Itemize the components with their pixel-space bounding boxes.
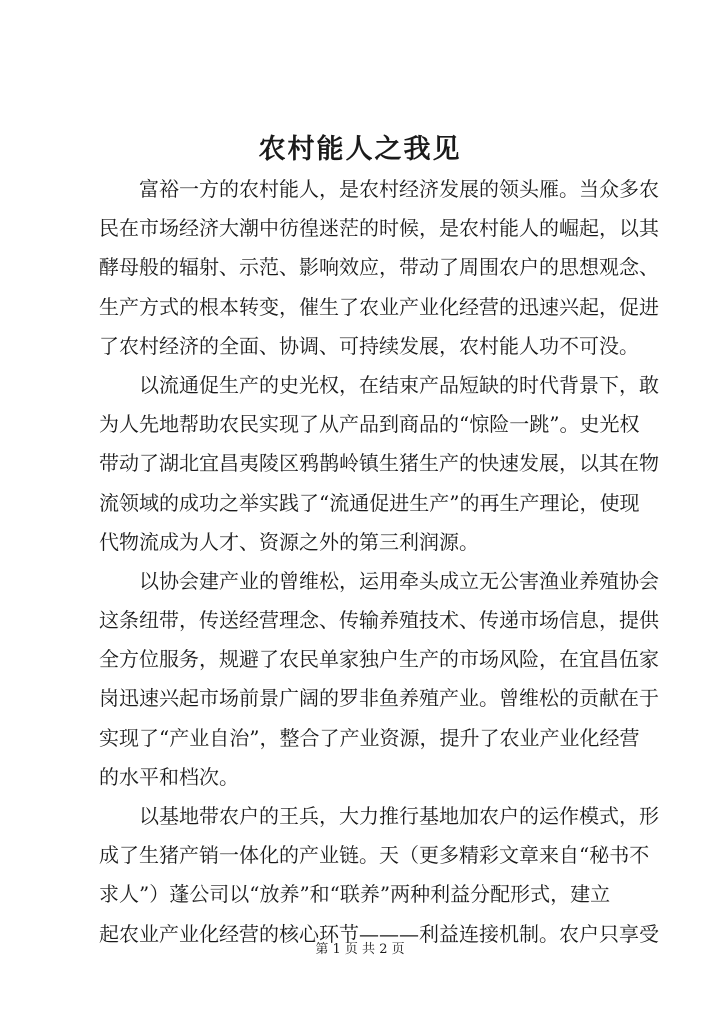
paragraph-4-line-3: 求人”）蓬公司以“放养”和“联养”两种利益分配形式，建立 bbox=[99, 882, 611, 907]
paragraph-3-line-4: 岗迅速兴起市场前景广阔的罗非鱼养殖产业。曾维松的贡献在于 bbox=[99, 686, 659, 711]
paragraph-1-line-2: 民在市场经济大潮中彷徨迷茫的时候，是农村能人的崛起，以其 bbox=[99, 216, 659, 241]
paragraph-3-line-3: 全方位服务，规避了农民单家独户生产的市场风险，在宜昌伍家 bbox=[99, 647, 659, 672]
paragraph-1-line-5: 了农村经济的全面、协调、可持续发展，农村能人功不可没。 bbox=[99, 333, 639, 358]
paragraph-2-line-5: 代物流成为人才、资源之外的第三利润源。 bbox=[99, 529, 479, 554]
paragraph-3-line-2: 这条纽带，传送经营理念、传输养殖技术、传递市场信息，提供 bbox=[99, 608, 659, 633]
document-body bbox=[99, 170, 659, 954]
paragraph-3-line-5: 实现了“产业自治”，整合了产业资源，提升了农业产业化经营 bbox=[99, 725, 640, 750]
paragraph-4-line-2: 成了生猪产销一体化的产业链。天（更多精彩文章来自“秘书不 bbox=[99, 843, 650, 868]
paragraph-4-line-1: 以基地带农户的王兵，大力推行基地加农户的运作模式，形 bbox=[139, 804, 659, 828]
page-footer: 第 1 页 共 2 页 bbox=[315, 942, 405, 957]
paragraph-3-line-1: 以协会建产业的曾维松，运用牵头成立无公害渔业养殖协会 bbox=[139, 568, 659, 593]
document-title: 农村能人之我见 bbox=[258, 134, 462, 165]
paragraph-2-line-4: 流领域的成功之举实践了“流通促进生产”的再生产理论，使现 bbox=[99, 490, 640, 515]
paragraph-3-line-6: 的水平和档次。 bbox=[99, 764, 239, 789]
paragraph-4-line-4: 起农业产业化经营的核心环节———利益连接机制。农户只享受 bbox=[99, 921, 659, 946]
paragraph-2-line-2: 为人先地帮助农民实现了从产品到商品的“惊险一跳”。史光权 bbox=[99, 412, 640, 437]
paragraph-2-line-3: 带动了湖北宜昌夷陵区鸦鹊岭镇生猪生产的快速发展，以其在物 bbox=[99, 451, 659, 476]
paragraph-1-line-3: 酵母般的辐射、示范、影响效应，带动了周围农户的思想观念、 bbox=[99, 255, 659, 280]
paragraph-2-line-1: 以流通促生产的史光权，在结束产品短缺的时代背景下，敢 bbox=[139, 372, 659, 397]
paragraph-1-line-4: 生产方式的根本转变，催生了农业产业化经营的迅速兴起，促进 bbox=[99, 294, 659, 319]
paragraph-1-line-1: 富裕一方的农村能人，是农村经济发展的领头雁。当众多农 bbox=[139, 177, 659, 201]
